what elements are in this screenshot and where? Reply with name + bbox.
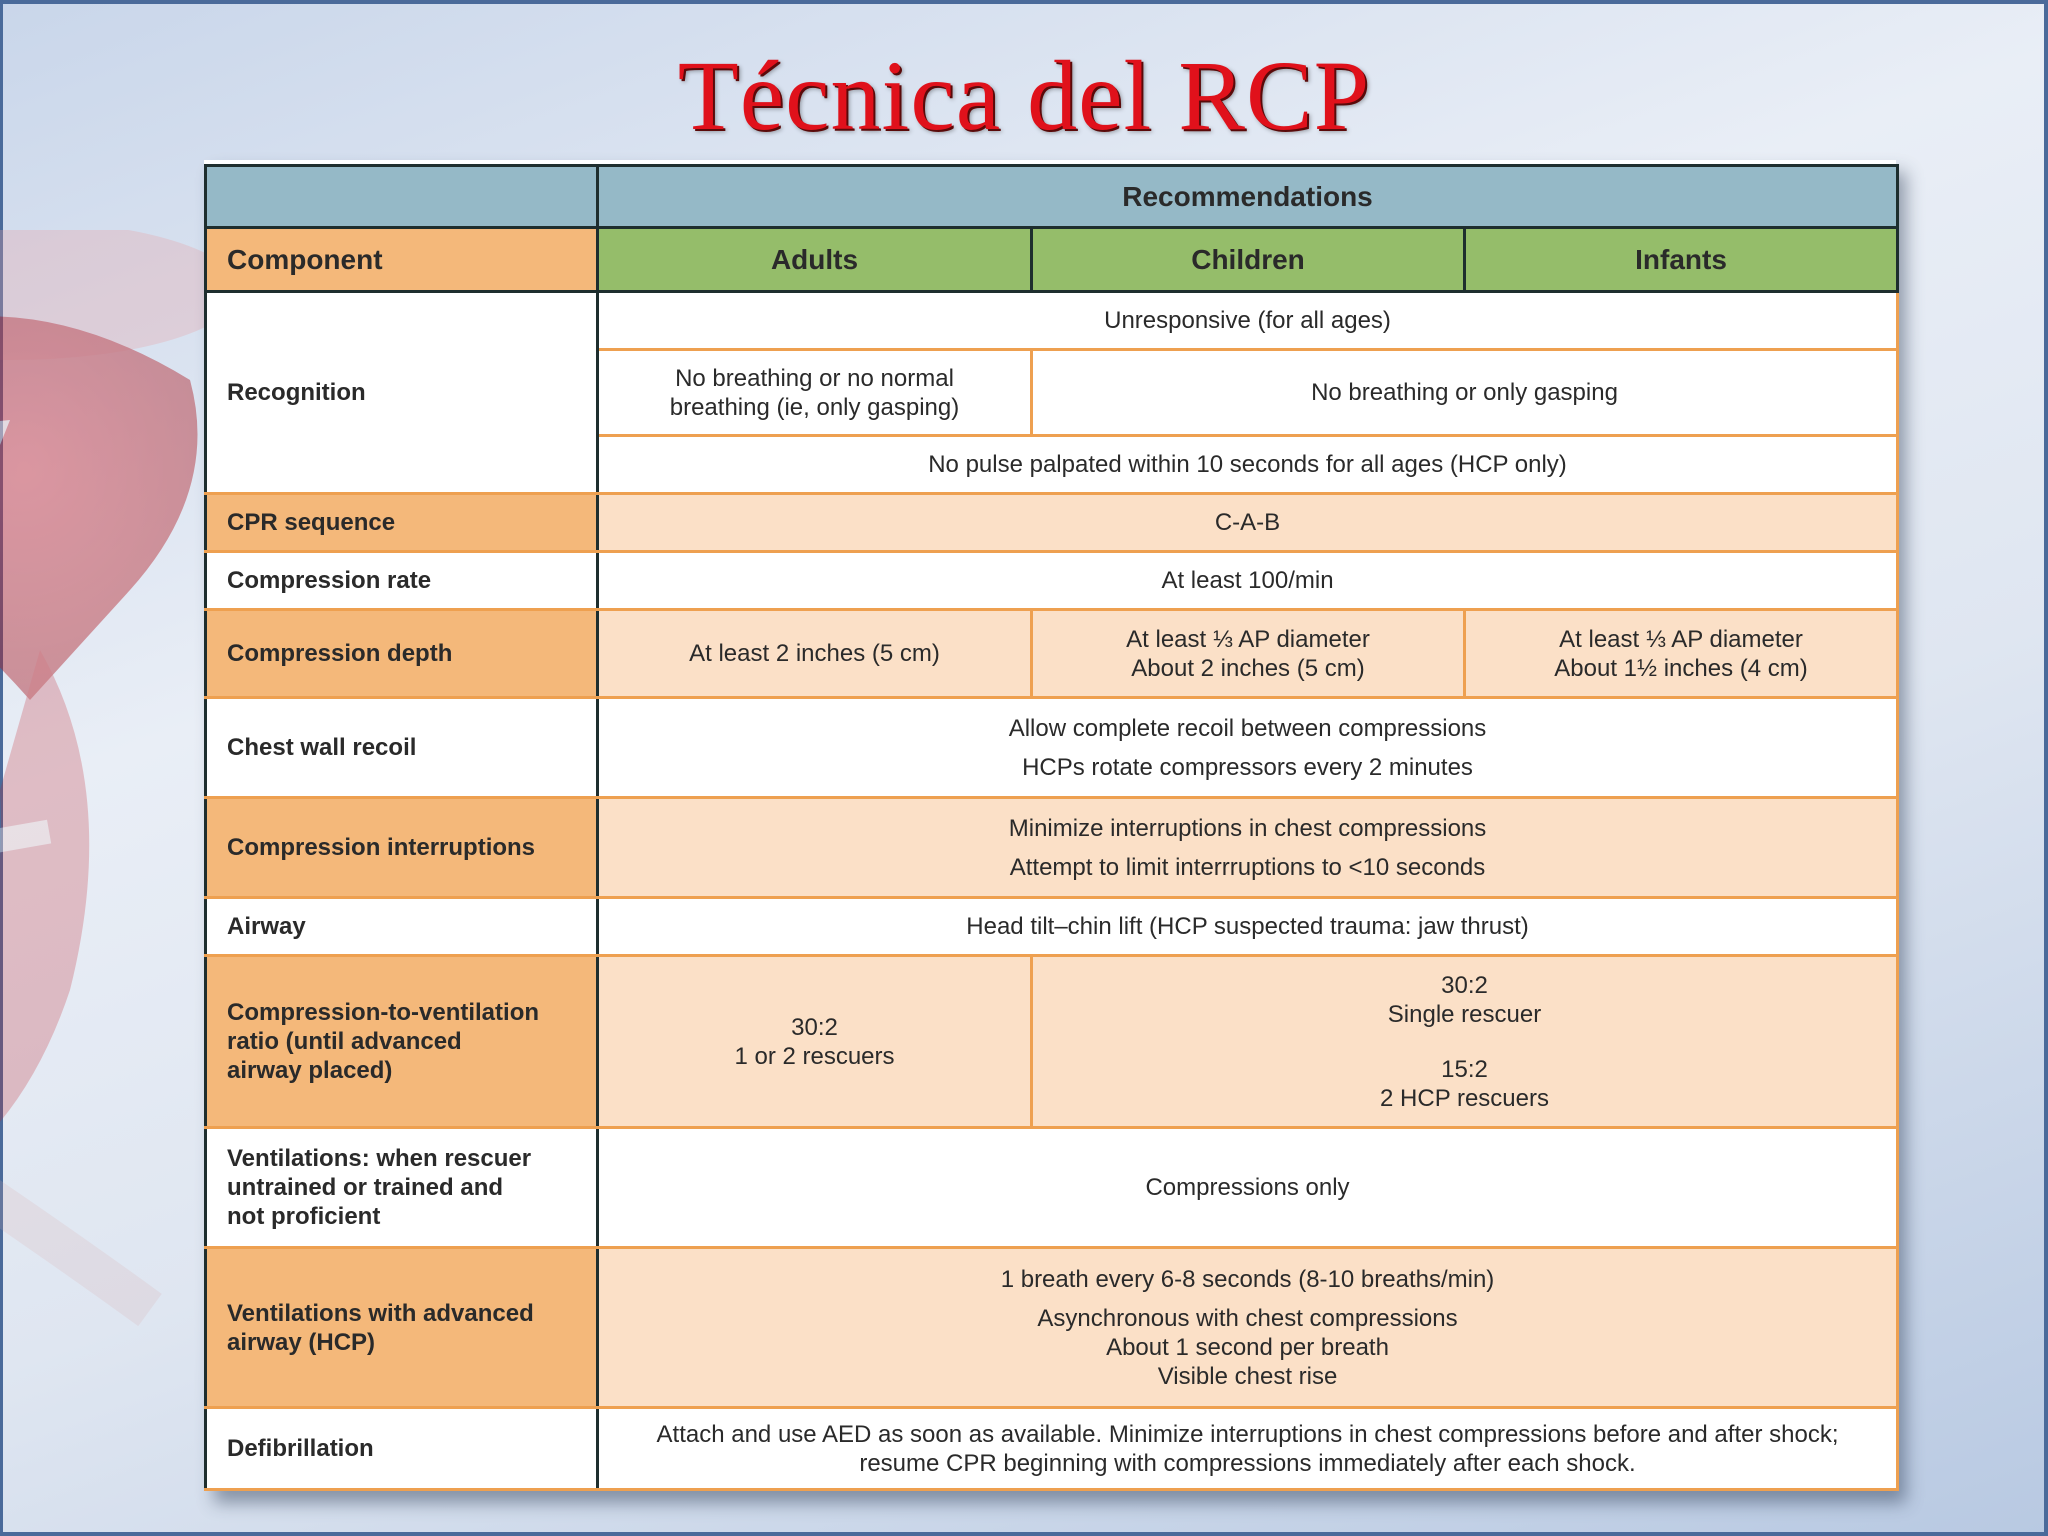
table-row — [206, 1408, 1898, 1490]
table — [204, 164, 1899, 1491]
row-label-ventilations-advanced — [206, 1248, 598, 1408]
cell-line: breathing (ie, only gasping) — [669, 393, 960, 421]
label-line: Ventilations: when rescuer — [227, 1145, 532, 1172]
cell-line: 1 or 2 rescuers — [734, 1042, 895, 1070]
cell-line: Allow complete recoil between compressions — [1008, 714, 1487, 742]
cell-depth-infants — [1465, 610, 1898, 698]
table-row — [206, 1248, 1898, 1408]
table-row — [206, 494, 1898, 552]
cell-pulse: No pulse palpated within 10 seconds for all ages (HCP only) — [598, 436, 1898, 494]
cell-line: About 1½ inches (4 cm) — [1554, 654, 1808, 682]
row-label-compression-depth: Compression depth — [206, 610, 598, 698]
cell-cpr-sequence: C-A-B — [598, 494, 1898, 552]
cell-depth-adults: At least 2 inches (5 cm) — [598, 610, 1032, 698]
cell-line: At least ⅓ AP diameter — [1559, 625, 1803, 653]
cell-line: About 2 inches (5 cm) — [1131, 654, 1365, 682]
cell-line: 30:2 — [791, 1013, 838, 1041]
cell-ratio-children-infants — [1032, 956, 1898, 1128]
table-row — [206, 798, 1898, 898]
cell-airway: Head tilt–chin lift (HCP suspected trauma: jaw thrust) — [598, 898, 1898, 956]
row-label-ratio — [206, 956, 598, 1128]
cell-ratio-adults — [598, 956, 1032, 1128]
header-component: Component — [206, 228, 598, 292]
row-label-compression-interruptions: Compression interruptions — [206, 798, 598, 898]
cell-ventilations-advanced — [598, 1248, 1898, 1408]
cell-line: About 1 second per breath — [1106, 1333, 1389, 1361]
table-row — [206, 1128, 1898, 1248]
label-line: airway placed) — [227, 1057, 393, 1084]
cell-line: 15:2 — [1441, 1055, 1488, 1083]
cell-depth-children — [1032, 610, 1465, 698]
row-label-compression-rate: Compression rate — [206, 552, 598, 610]
cell-line: 30:2 — [1441, 971, 1488, 999]
label-line: Ventilations with advanced — [227, 1299, 534, 1327]
table-row — [206, 610, 1898, 698]
cell-line: resume CPR beginning with compressions immediately after each shock. — [859, 1449, 1636, 1477]
row-label-ventilations-untrained — [206, 1128, 598, 1248]
cell-unresponsive: Unresponsive (for all ages) — [598, 292, 1898, 350]
cell-line: Single rescuer — [1387, 1000, 1542, 1028]
label-line: airway (HCP) — [227, 1328, 376, 1356]
label-line: untrained or trained and — [227, 1174, 504, 1201]
cpr-recommendations-table — [204, 160, 1896, 1491]
cell-line: At least ⅓ AP diameter — [1126, 625, 1370, 653]
table-row — [206, 898, 1898, 956]
cell-defibrillation — [598, 1408, 1898, 1490]
header-infants: Infants — [1465, 228, 1898, 292]
cell-line: No breathing or no normal — [675, 364, 954, 392]
table-row — [206, 956, 1898, 1128]
cell-line: Asynchronous with chest compressions — [1037, 1304, 1458, 1332]
cell-compression-interruptions — [598, 798, 1898, 898]
cell-ventilations-untrained: Compressions only — [598, 1128, 1898, 1248]
row-label-chest-wall-recoil: Chest wall recoil — [206, 698, 598, 798]
header-children: Children — [1032, 228, 1465, 292]
header-recommendations: Recommendations — [598, 166, 1898, 228]
cell-compression-rate: At least 100/min — [598, 552, 1898, 610]
cell-line: Visible chest rise — [1157, 1362, 1338, 1390]
row-label-recognition: Recognition — [206, 292, 598, 494]
label-line: Compression-to-ventilation — [227, 999, 540, 1026]
row-label-airway: Airway — [206, 898, 598, 956]
table-row — [206, 292, 1898, 350]
cell-line: 1 breath every 6-8 seconds (8-10 breaths/min) — [1000, 1265, 1495, 1293]
row-label-defibrillation: Defibrillation — [206, 1408, 598, 1490]
cell-chest-wall-recoil — [598, 698, 1898, 798]
cell-children-infants-breathing: No breathing or only gasping — [1032, 350, 1898, 436]
cell-line: Minimize interruptions in chest compressions — [1008, 814, 1487, 842]
table-row — [206, 552, 1898, 610]
table-row — [206, 698, 1898, 798]
header-empty-cell — [206, 166, 598, 228]
header-adults: Adults — [598, 228, 1032, 292]
cell-line: Attempt to limit interrruptions to <10 seconds — [1009, 853, 1486, 881]
slide-title: Técnica del RCP — [677, 40, 1371, 151]
cell-line: HCPs rotate compressors every 2 minutes — [1022, 753, 1473, 781]
label-line: ratio (until advanced — [227, 1028, 462, 1055]
label-line: not proficient — [227, 1203, 381, 1230]
row-label-cpr-sequence: CPR sequence — [206, 494, 598, 552]
cell-line: 2 HCP rescuers — [1380, 1084, 1549, 1112]
cell-line: Attach and use AED as soon as available. Minimize interruptions in chest compressions before and after shock; — [656, 1420, 1839, 1448]
cell-adults-breathing — [598, 350, 1032, 436]
